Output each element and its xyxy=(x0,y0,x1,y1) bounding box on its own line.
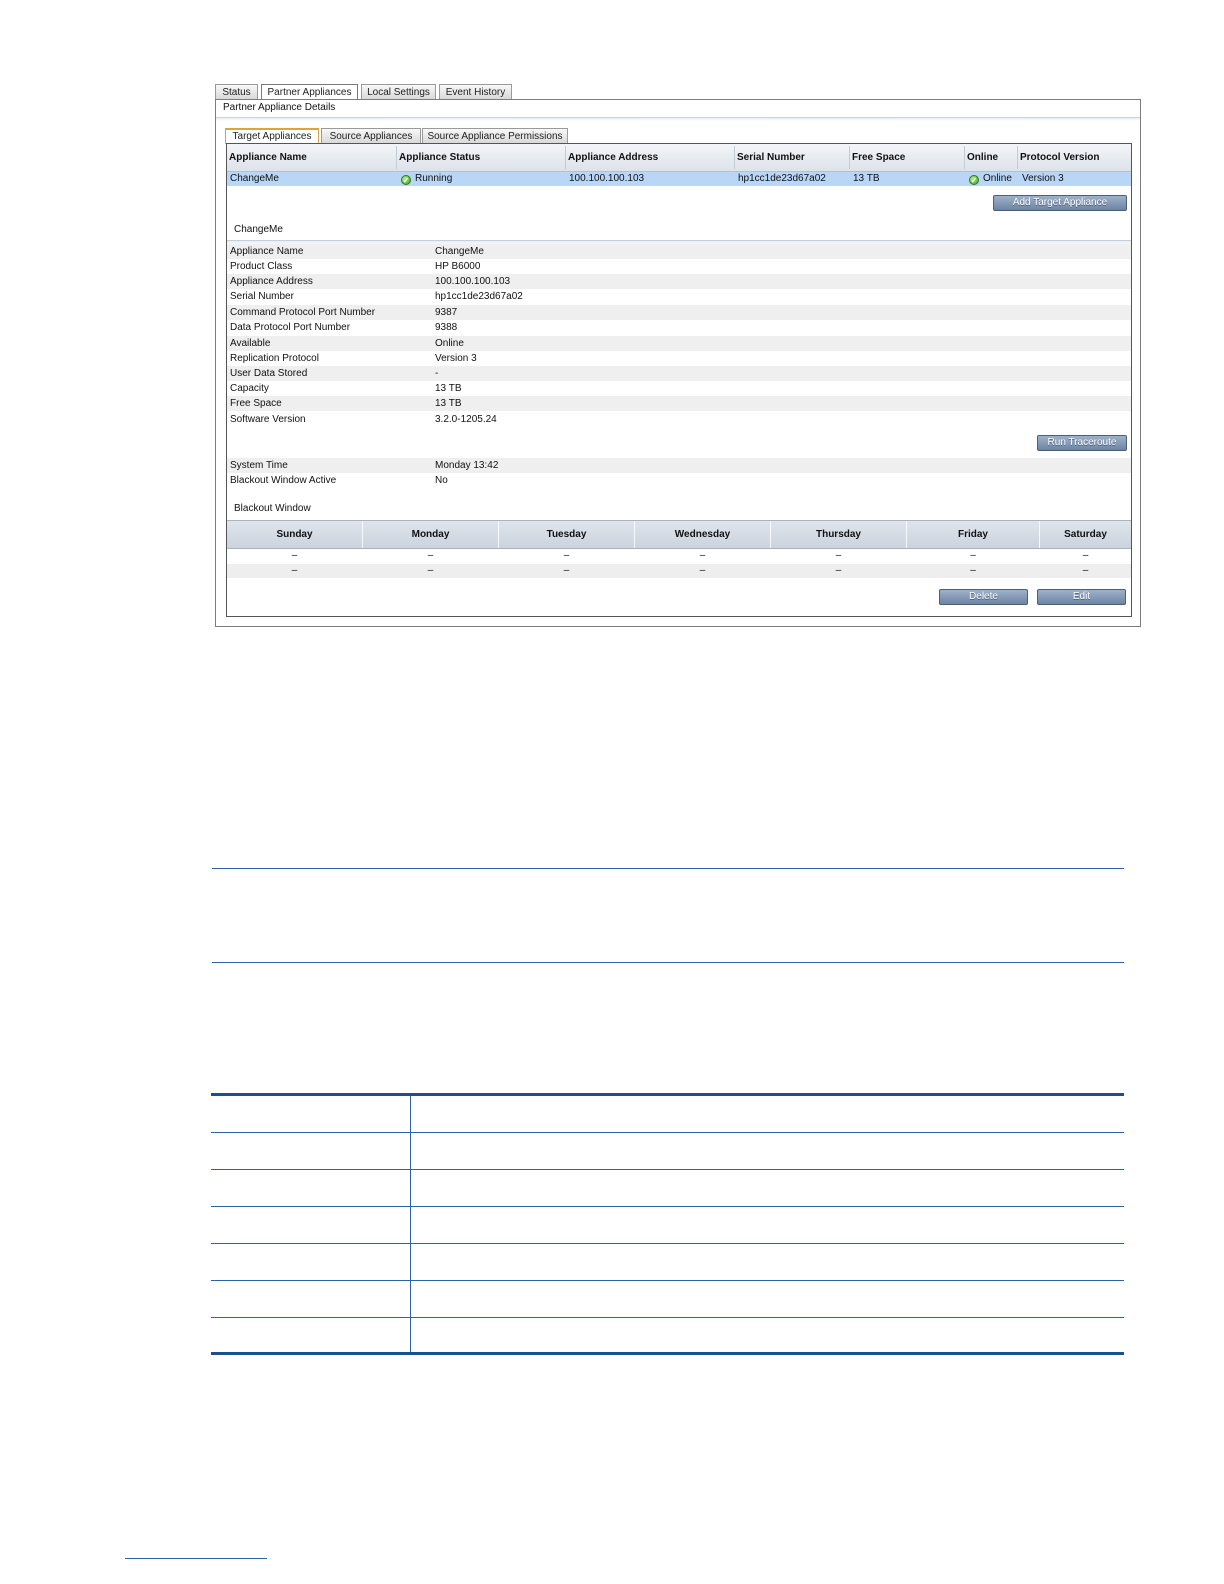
property-label: User Data Stored xyxy=(230,368,308,379)
table-row-divider xyxy=(211,1132,1124,1133)
blackout-cell: – xyxy=(563,550,570,561)
property-value: Version 3 xyxy=(435,353,477,364)
blackout-cell: – xyxy=(970,550,976,561)
blackout-cell: – xyxy=(427,565,434,576)
column-header-appliance-address[interactable]: Appliance Address xyxy=(568,152,659,163)
property-row xyxy=(227,396,1131,411)
property-row xyxy=(227,351,1131,366)
column-header-saturday: Saturday xyxy=(1064,529,1107,540)
property-label: Product Class xyxy=(230,261,293,272)
property-label: System Time xyxy=(230,460,288,471)
check-circle-icon: ✓ xyxy=(970,176,978,185)
column-divider xyxy=(849,146,850,169)
footnote-rule xyxy=(125,1558,267,1559)
details-title: ChangeMe xyxy=(234,224,283,235)
note-bottom-rule xyxy=(212,962,1124,963)
property-row xyxy=(227,412,1131,427)
property-value: hp1cc1de23d67a02 xyxy=(435,291,523,302)
property-row xyxy=(227,458,1131,473)
column-header-friday: Friday xyxy=(957,529,988,540)
cell-free-space: 13 TB xyxy=(853,173,880,184)
check-circle-icon: ✓ xyxy=(402,176,410,185)
table-column-divider xyxy=(410,1096,411,1352)
property-label: Appliance Name xyxy=(230,246,304,257)
edit-button[interactable]: Edit xyxy=(1037,589,1126,605)
blackout-cell: – xyxy=(835,550,842,561)
blackout-cell: – xyxy=(1082,550,1089,561)
status-text: Running xyxy=(415,173,453,184)
blackout-cell: – xyxy=(291,565,298,576)
appliance-grid-header xyxy=(227,144,1131,172)
column-header-appliance-name[interactable]: Appliance Name xyxy=(229,152,307,163)
column-header-monday: Monday xyxy=(411,529,450,540)
note-top-rule xyxy=(212,868,1124,869)
column-divider xyxy=(396,146,397,169)
cell-appliance-status xyxy=(401,173,452,185)
blackout-row xyxy=(227,564,1131,578)
property-row xyxy=(227,320,1131,335)
blackout-cell: – xyxy=(835,565,842,576)
column-header-free-space[interactable]: Free Space xyxy=(852,152,906,163)
column-header-protocol-version[interactable]: Protocol Version xyxy=(1020,152,1100,163)
blackout-cell: – xyxy=(699,565,706,576)
property-row xyxy=(227,473,1131,488)
tab-partner-appliances[interactable]: Partner Appliances xyxy=(261,84,358,100)
column-header-sunday: Sunday xyxy=(276,529,313,540)
property-value: - xyxy=(435,368,439,379)
property-value: ChangeMe xyxy=(435,246,484,257)
blackout-window-title: Blackout Window xyxy=(234,503,311,514)
property-value: 9388 xyxy=(435,322,458,333)
table-row-divider xyxy=(211,1243,1124,1244)
panel-title-divider xyxy=(216,117,1140,121)
tab-event-history[interactable]: Event History xyxy=(439,84,512,99)
property-value: 9387 xyxy=(435,307,458,318)
property-label: Appliance Address xyxy=(230,276,313,287)
cell-online xyxy=(969,173,1012,185)
column-header-serial-number[interactable]: Serial Number xyxy=(737,152,805,163)
property-value: 13 TB xyxy=(435,383,462,394)
cell-protocol-version: Version 3 xyxy=(1022,173,1064,184)
property-value: HP B6000 xyxy=(435,261,481,272)
table-row-divider xyxy=(211,1169,1124,1170)
property-label: Command Protocol Port Number xyxy=(230,307,376,318)
property-label: Replication Protocol xyxy=(230,353,319,364)
cell-appliance-address: 100.100.100.103 xyxy=(569,173,645,184)
column-header-appliance-status[interactable]: Appliance Status xyxy=(399,152,481,163)
column-divider xyxy=(964,146,965,169)
cell-serial-number: hp1cc1de23d67a02 xyxy=(738,173,826,184)
property-label: Capacity xyxy=(230,383,269,394)
property-label: Software Version xyxy=(230,414,306,425)
column-header-wednesday: Wednesday xyxy=(674,529,731,540)
tab-target-appliances[interactable]: Target Appliances xyxy=(225,128,319,144)
table-row[interactable] xyxy=(227,172,1131,186)
document-table xyxy=(211,1093,1124,1355)
property-row xyxy=(227,381,1131,396)
delete-button[interactable]: Delete xyxy=(939,589,1028,605)
property-label: Data Protocol Port Number xyxy=(230,322,351,333)
blackout-cell: – xyxy=(699,550,706,561)
blackout-cell: – xyxy=(291,550,298,561)
blackout-row xyxy=(227,549,1131,563)
column-divider xyxy=(734,146,735,169)
table-row-divider xyxy=(211,1280,1124,1281)
property-row xyxy=(227,336,1131,351)
blackout-cell: – xyxy=(970,565,976,576)
target-appliances-panel xyxy=(226,143,1132,617)
tab-source-appliance-permissions[interactable]: Source Appliance Permissions xyxy=(422,128,568,143)
property-row xyxy=(227,366,1131,381)
table-row-divider xyxy=(211,1206,1124,1207)
column-divider xyxy=(565,146,566,169)
property-value: 3.2.0-1205.24 xyxy=(435,414,497,425)
property-row xyxy=(227,289,1131,304)
blackout-cell: – xyxy=(1082,565,1089,576)
property-value: 100.100.100.103 xyxy=(435,276,511,287)
online-text: Online xyxy=(983,173,1012,184)
property-value: No xyxy=(435,475,448,486)
cell-appliance-name: ChangeMe xyxy=(230,173,279,184)
property-row xyxy=(227,274,1131,289)
property-row xyxy=(227,305,1131,320)
blackout-window-header xyxy=(227,520,1131,549)
property-label: Blackout Window Active xyxy=(230,475,337,486)
property-row xyxy=(227,244,1131,259)
blackout-cell: – xyxy=(563,565,570,576)
property-row xyxy=(227,259,1131,274)
property-label: Free Space xyxy=(230,398,282,409)
panel-title: Partner Appliance Details xyxy=(223,102,336,113)
tab-source-appliances[interactable]: Source Appliances xyxy=(321,128,421,143)
property-value: 13 TB xyxy=(435,398,462,409)
tab-status[interactable]: Status xyxy=(215,84,258,99)
table-row-divider xyxy=(211,1317,1124,1318)
property-value: Monday 13:42 xyxy=(435,460,499,471)
property-label: Available xyxy=(230,338,271,349)
column-header-thursday: Thursday xyxy=(815,529,861,540)
column-header-tuesday: Tuesday xyxy=(546,529,587,540)
column-divider xyxy=(1017,146,1018,169)
property-label: Serial Number xyxy=(230,291,294,302)
tab-local-settings[interactable]: Local Settings xyxy=(361,84,436,99)
add-target-appliance-button[interactable]: Add Target Appliance xyxy=(993,195,1127,211)
column-header-online[interactable]: Online xyxy=(967,152,999,163)
run-traceroute-button[interactable]: Run Traceroute xyxy=(1037,435,1127,451)
blackout-cell: – xyxy=(427,550,434,561)
property-value: Online xyxy=(435,338,464,349)
partner-appliance-details-panel xyxy=(215,99,1141,627)
